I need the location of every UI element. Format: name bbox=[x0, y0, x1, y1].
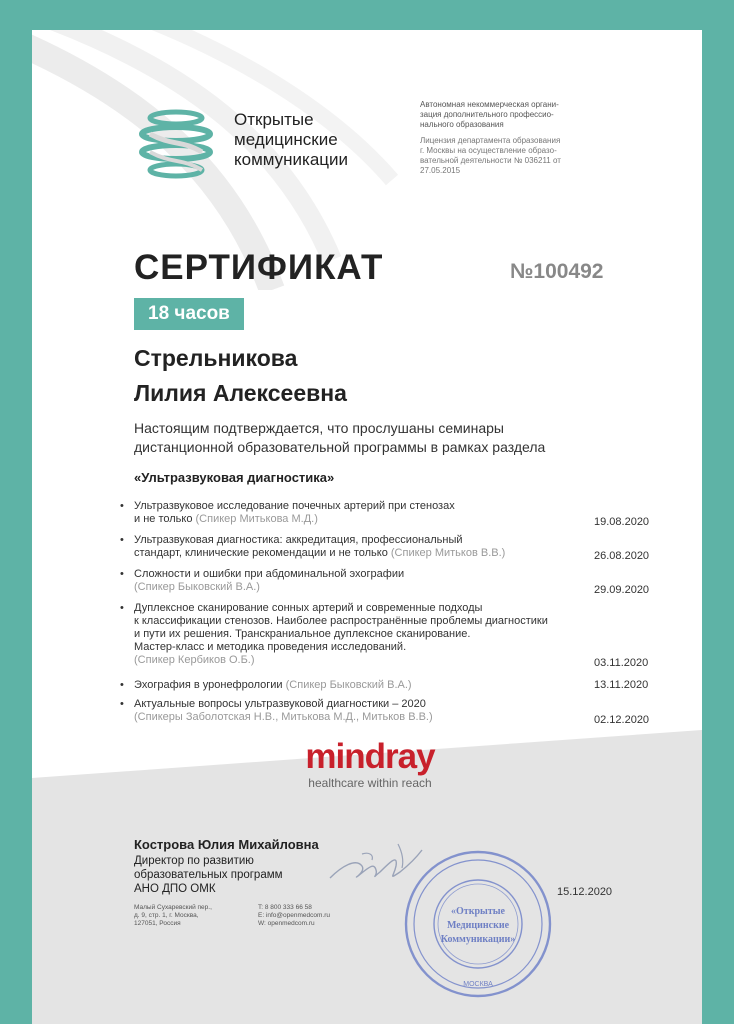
seminar-text bbox=[134, 698, 594, 724]
seminar-date: 02.12.2020 bbox=[594, 714, 650, 726]
license-info bbox=[420, 136, 620, 176]
sponsor-tagline: healthcare within reach bbox=[308, 776, 432, 790]
seminar-line: Ультразвуковое исследование почечных артерий при стенозах bbox=[134, 500, 455, 512]
seminar-text bbox=[134, 534, 594, 560]
seminar-date: 26.08.2020 bbox=[594, 550, 650, 562]
bullet: • bbox=[120, 602, 124, 614]
seminar-speaker: (Спикеры Заболотская Н.В., Митькова М.Д., Митьков В.В.) bbox=[134, 711, 433, 723]
seminar-text bbox=[134, 568, 594, 594]
address-line: д. 9, стр. 1, г. Москва, bbox=[134, 912, 199, 919]
director-title-line: АНО ДПО ОМК bbox=[134, 883, 216, 895]
seminar-date: 03.11.2020 bbox=[594, 657, 649, 669]
seminar-date: 19.08.2020 bbox=[594, 516, 650, 528]
recipient-given-names: Лилия Алексеевна bbox=[134, 380, 347, 406]
intro-line: Настоящим подтверждается, что прослушаны семинары bbox=[134, 420, 504, 436]
seminar-line: Сложности и ошибки при абдоминальной эхографии bbox=[134, 568, 405, 580]
seminar-line: Эхография в уронефрологии bbox=[134, 679, 283, 691]
seminar-line: Актуальные вопросы ультразвуковой диагностики – 2020 bbox=[134, 698, 426, 710]
bullet: • bbox=[120, 679, 124, 691]
stamp-city: МОСКВА bbox=[463, 981, 493, 988]
address-line: Малый Сухаревский пер., bbox=[134, 904, 212, 911]
director-title-line: образовательных программ bbox=[134, 869, 283, 881]
certificate-number: №100492 bbox=[510, 260, 604, 283]
sponsor-brand: mindray bbox=[305, 737, 435, 776]
seminar-line: Дуплексное сканирование сонных артерий и современные подходы bbox=[134, 602, 483, 614]
seminar-text bbox=[134, 602, 594, 667]
issue-date: 15.12.2020 bbox=[557, 886, 613, 898]
logo-line: коммуникации bbox=[234, 150, 349, 169]
address bbox=[134, 904, 212, 928]
seminar-date: 13.11.2020 bbox=[594, 679, 649, 691]
seminar-speaker: (Спикер Быковский В.А.) bbox=[134, 581, 260, 593]
stamp-text: Медицинские bbox=[446, 920, 510, 931]
intro-text bbox=[134, 419, 654, 457]
license-line: вательной деятельности № 036211 от bbox=[420, 156, 561, 165]
org-line: Автономная некоммерческая органи- bbox=[420, 100, 559, 109]
contacts-block bbox=[134, 904, 330, 928]
certificate-title: СЕРТИФИКАТ bbox=[134, 248, 384, 287]
bullet: • bbox=[120, 698, 124, 710]
intro-line: дистанционной образовательной программы в рамках раздела bbox=[134, 439, 546, 455]
seminar-text bbox=[134, 679, 594, 692]
certificate-page bbox=[32, 30, 702, 1024]
phone: T: 8 800 333 66 58 bbox=[258, 904, 312, 911]
logo-wordmark bbox=[234, 110, 348, 170]
bullet: • bbox=[120, 568, 124, 580]
org-line: зация дополнительного профессио- bbox=[420, 110, 554, 119]
seminar-date: 29.09.2020 bbox=[594, 584, 650, 596]
director-name: Кострова Юлия Михайловна bbox=[134, 837, 319, 852]
seminar-line: к классификации стенозов. Наиболее распространённые проблемы диагностики bbox=[134, 615, 548, 627]
seminar-speaker: (Спикер Митькова М.Д.) bbox=[195, 513, 318, 525]
seminar-text bbox=[134, 500, 594, 526]
recipient-name bbox=[134, 341, 347, 411]
email-link[interactable]: E: info@openmedcom.ru bbox=[258, 912, 330, 919]
organization-info bbox=[420, 100, 620, 176]
logo-line: медицинские bbox=[234, 130, 338, 149]
address-line: 127051, Россия bbox=[134, 920, 181, 927]
seminar-line: и пути их решения. Транскраниальное дуплексное сканирование. bbox=[134, 628, 471, 640]
section-name: «Ультразвуковая диагностика» bbox=[134, 470, 335, 485]
logo-line: Открытые bbox=[234, 110, 314, 129]
org-line: нального образования bbox=[420, 120, 504, 129]
sponsor-logo bbox=[290, 738, 450, 790]
license-line: Лицензия департамента образования bbox=[420, 136, 561, 145]
license-line: 27.05.2015 bbox=[420, 166, 461, 175]
organization-stamp bbox=[402, 848, 554, 1000]
seminar-line: стандарт, клинические рекомендации и не только bbox=[134, 547, 388, 559]
omk-logo-icon bbox=[132, 100, 220, 188]
director-title-line: Директор по развитию bbox=[134, 855, 254, 867]
bullet: • bbox=[120, 500, 124, 512]
stamp-text: Коммуникации» bbox=[440, 934, 516, 945]
seminar-line: и не только bbox=[134, 513, 193, 525]
director-block bbox=[134, 838, 319, 896]
seminar-speaker: (Спикер Быковский В.А.) bbox=[285, 679, 412, 691]
bullet: • bbox=[120, 534, 124, 546]
seminar-line: Мастер-класс и методика проведения исследований. bbox=[134, 641, 407, 653]
license-line: г. Москвы на осуществление образо- bbox=[420, 146, 557, 155]
recipient-surname: Стрельникова bbox=[134, 345, 298, 371]
contact-details bbox=[258, 904, 378, 928]
seminar-line: Ультразвуковая диагностика: аккредитация, профессиональный bbox=[134, 534, 463, 546]
stamp-text: «Открытые bbox=[451, 906, 505, 917]
hours-badge: 18 часов bbox=[134, 298, 244, 330]
seminar-speaker: (Спикер Митьков В.В.) bbox=[390, 547, 506, 559]
seminar-speaker: (Спикер Кербиков О.Б.) bbox=[134, 654, 255, 666]
website-link[interactable]: W: openmedcom.ru bbox=[258, 920, 315, 927]
